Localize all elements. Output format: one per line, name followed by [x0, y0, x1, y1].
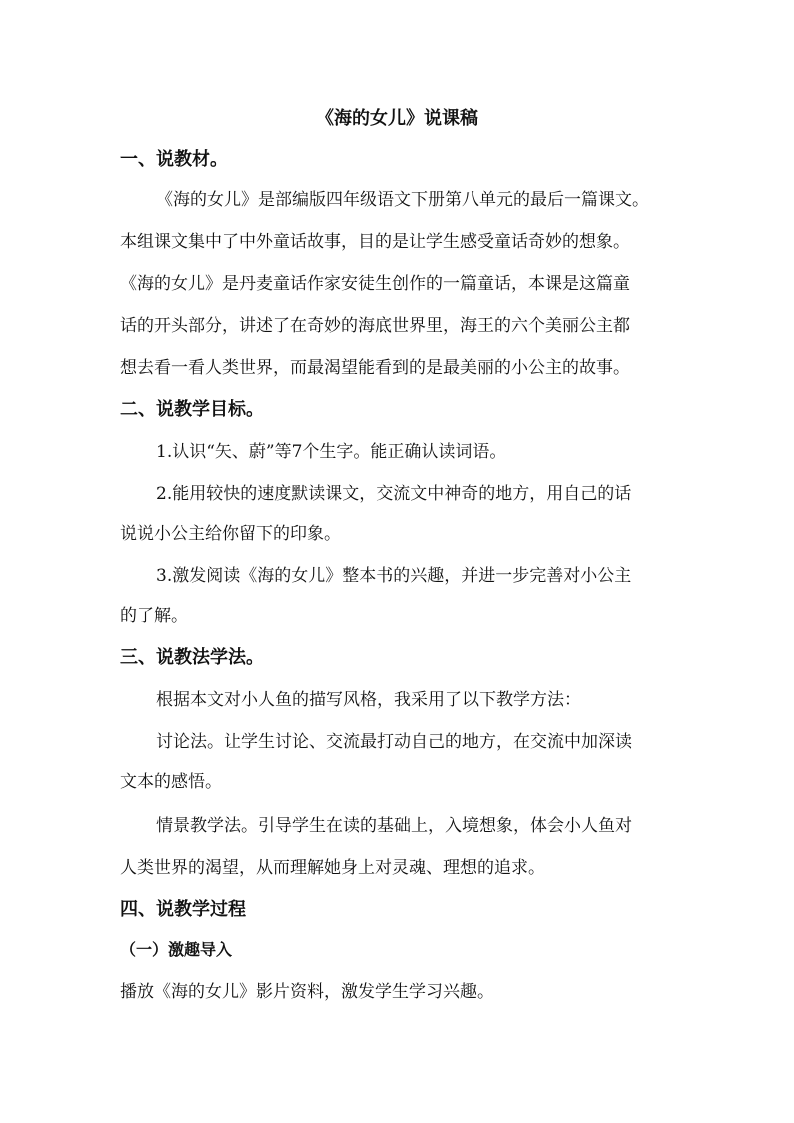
paragraph-line: 《海的女儿》是丹麦童话作家安徒生创作的一篇童话，本课是这篇童 — [120, 274, 630, 294]
section-heading-4: 四、说教学过程 — [120, 899, 246, 920]
objective-line: 2.能用较快的速度默读课文，交流文中神奇的地方，用自己的话 — [156, 484, 632, 504]
paragraph-line: 话的开头部分，讲述了在奇妙的海底世界里，海王的六个美丽公主都 — [120, 316, 630, 336]
paragraph-line: 本组课文集中了中外童话故事，目的是让学生感受童话奇妙的想象。 — [120, 232, 630, 252]
method-line: 情景教学法。引导学生在读的基础上，入境想象，体会小人鱼对 — [156, 816, 632, 836]
objective-line: 3.激发阅读《海的女儿》整本书的兴趣，并进一步完善对小公主 — [156, 566, 632, 586]
method-line: 文本的感悟。 — [120, 772, 222, 792]
paragraph-line: 《海的女儿》是部编版四年级语文下册第八单元的最后一篇课文。 — [156, 190, 649, 210]
method-line: 根据本文对小人鱼的描写风格，我采用了以下教学方法： — [156, 690, 581, 710]
objective-line: 的了解。 — [120, 606, 188, 626]
method-line: 讨论法。让学生讨论、交流最打动自己的地方，在交流中加深读 — [156, 732, 632, 752]
paragraph-line: 想去看一看人类世界，而最渴望能看到的是最美丽的小公主的故事。 — [120, 358, 630, 378]
document-title: 《海的女儿》说课稿 — [316, 108, 478, 129]
section-heading-2: 二、说教学目标。 — [120, 399, 264, 420]
section-heading-3: 三、说教法学法。 — [120, 647, 264, 668]
process-line: 播放《海的女儿》影片资料，激发学生学习兴趣。 — [120, 982, 494, 1002]
objective-line: 说说小公主给你留下的印象。 — [120, 524, 341, 544]
method-line: 人类世界的渴望，从而理解她身上对灵魂、理想的追求。 — [120, 858, 545, 878]
sub-heading: （一）激趣导入 — [120, 940, 233, 959]
objective-line: 1.认识“矢、蔚”等7个生字。能正确认读词语。 — [156, 442, 507, 462]
section-heading-1: 一、说教材。 — [120, 149, 228, 170]
